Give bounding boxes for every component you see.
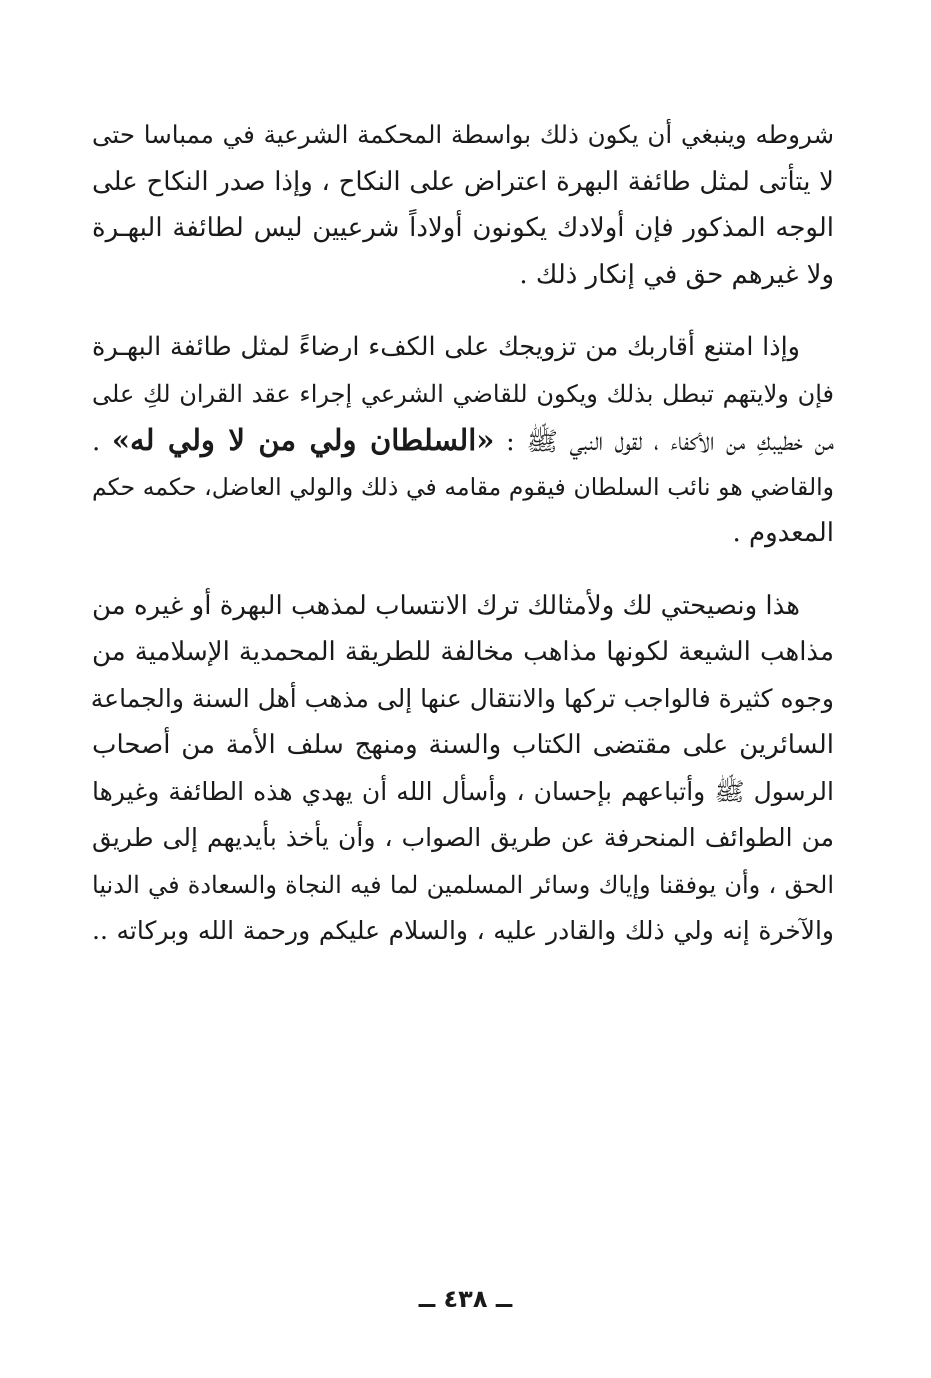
hadith-end: . [92, 427, 112, 457]
text-line: والآخرة إنه ولي ذلك والقادر عليه ، والسلام عليكم ورحمة الله وبركاته .. [92, 916, 834, 945]
text-line: وجوه كثيرة فالواجب تركها والانتقال عنها إلى مذهب أهل السنة والجماعة [90, 683, 834, 713]
body-text [92, 112, 834, 981]
text-line: ولا غيرهم حق في إنكار ذلك . [519, 259, 834, 290]
text-line: والقاضي هو نائب السلطان فيقوم مقامه في ذلك والولي العاضل، حكمه حكم [92, 472, 834, 501]
text-line: الرسول ﷺ وأتباعهم بإحسان ، وأسأل الله أن يهدي هذه الطائفة وغيرها [92, 776, 834, 806]
text-line: وإذا امتنع أقاربك من تزويجك على الكفء ارضاءً لمثل طائفة البهـرة [92, 332, 800, 362]
text-line: من الطوائف المنحرفة عن طريق الصواب ، وأن يأخذ بأيديهم إلى طريق [92, 823, 834, 852]
text-line: المعدوم . [732, 518, 834, 548]
text-line: مذاهب الشيعة لكونها مذاهب مخالفة للطريقة المحمدية الإسلامية من [92, 637, 834, 667]
text-line: السائرين على مقتضى الكتاب والسنة ومنهج سلف الأمة من أصحاب [92, 730, 834, 760]
text-line: فإن ولايتهم تبطل بذلك ويكون للقاضي الشرعي إجراء عقد القران لكِ على [92, 379, 834, 408]
hadith-intro: من خطيبكِ من الأكفاء ، لقول النبي ﷺ : [494, 427, 834, 457]
text-line: شروطه وينبغي أن يكون ذلك بواسطة المحكمة الشرعية في ممباسا حتى [92, 120, 834, 149]
text-line: هذا ونصيحتي لك ولأمثالك ترك الانتساب لمذهب البهرة أو غيره من [92, 590, 800, 621]
text-line: لا يتأتى لمثل طائفة البهرة اعتراض على النكاح ، وإذا صدر النكاح على [92, 166, 834, 197]
page-number: ــ ٤٣٨ ــ [418, 1285, 513, 1313]
paragraph-2 [92, 324, 834, 557]
hadith-quote: «السلطان ولي من لا ولي له» [111, 423, 495, 457]
paragraph-3 [92, 583, 834, 955]
text-line: الوجه المذكور فإن أولادك يكونون أولاداً شرعيين ليس لطائفة البهـرة [92, 213, 834, 243]
text-line: الحق ، وأن يوفقنا وإياك وسائر المسلمين لما فيه النجاة والسعادة في الدنيا [92, 870, 834, 899]
paragraph-1 [92, 112, 834, 298]
text-line-with-hadith [92, 417, 834, 464]
